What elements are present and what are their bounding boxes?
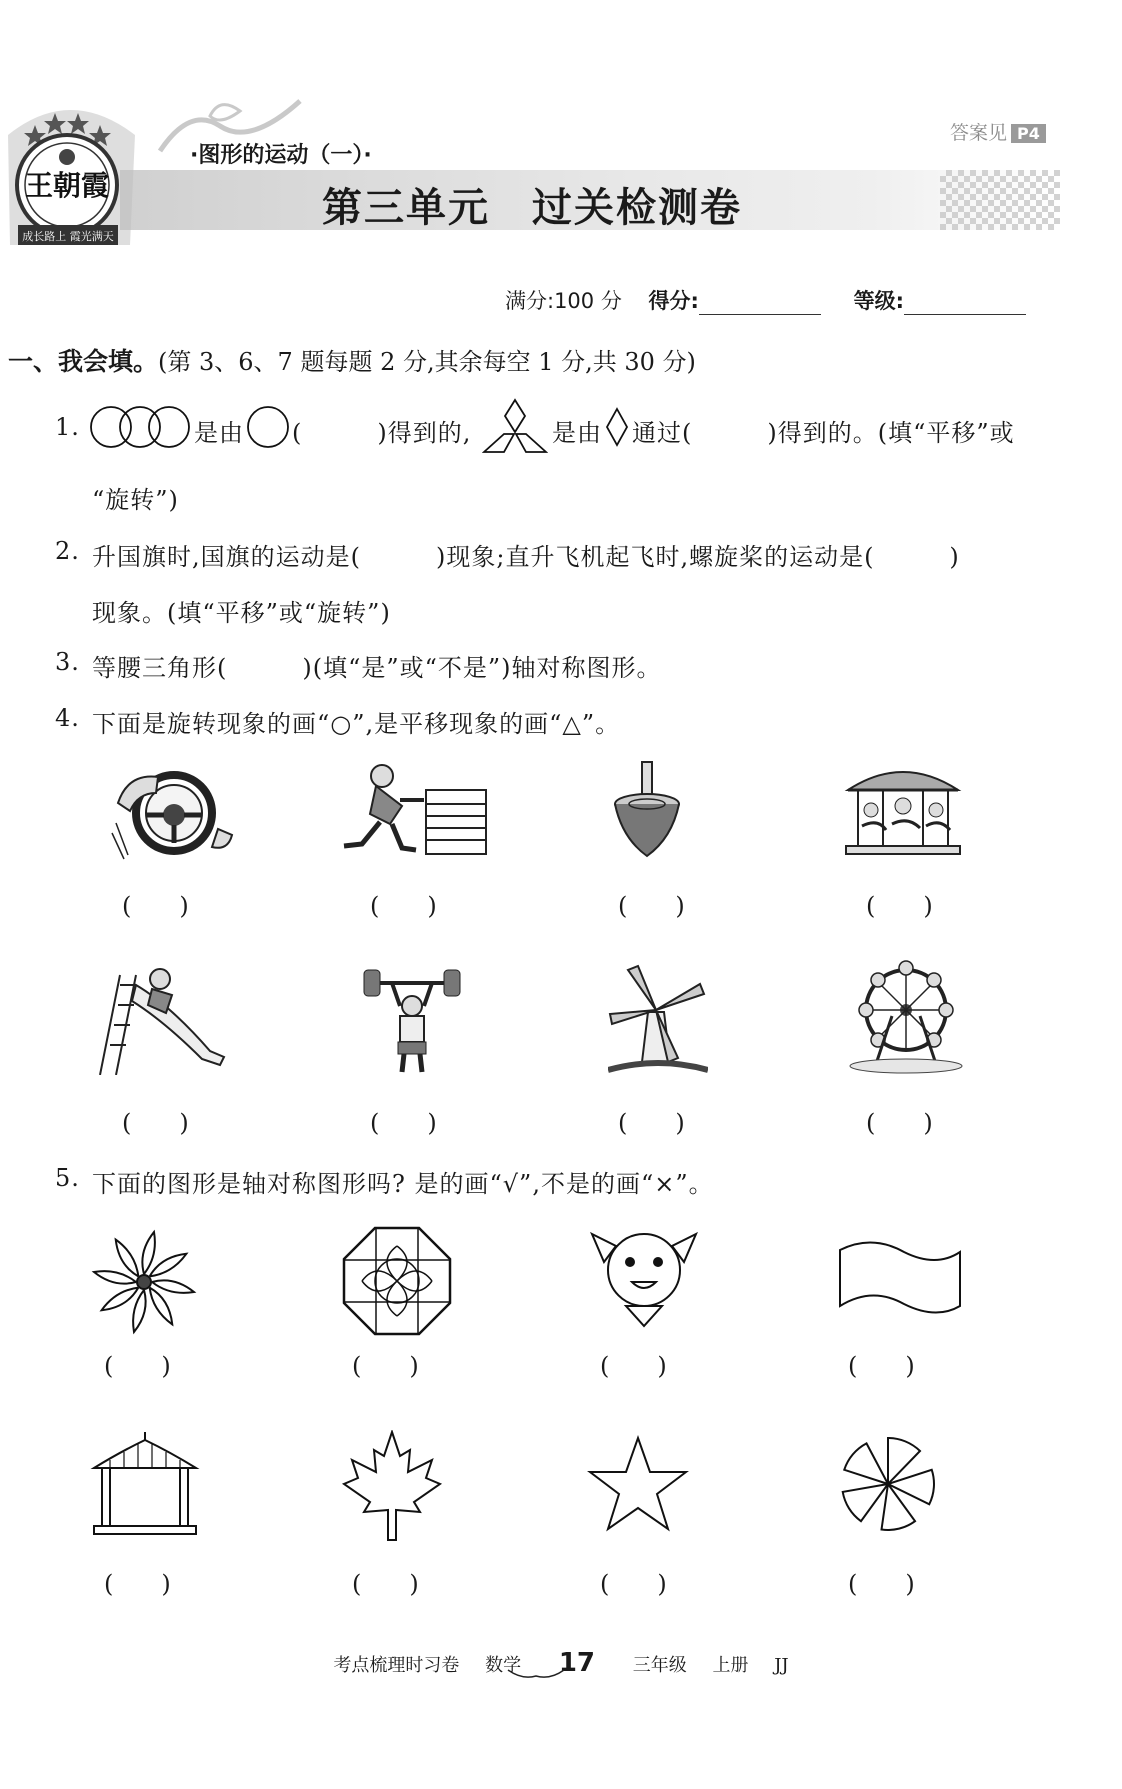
carousel-picture: [838, 760, 968, 860]
windmill-picture: [608, 962, 708, 1074]
q4-answer-blank[interactable]: ( ): [370, 1109, 437, 1137]
answer-ref-page: P4: [1011, 124, 1046, 143]
q5-answer-blank[interactable]: ( ): [352, 1352, 419, 1380]
q2-number: 2.: [55, 537, 80, 565]
answer-reference: [950, 118, 1046, 145]
q5-answer-blank[interactable]: ( ): [352, 1570, 419, 1598]
circle-figure: [245, 404, 291, 450]
section-title: [8, 342, 696, 378]
footer-edition: JJ: [774, 1655, 789, 1676]
section-heading: 一、我会填。: [8, 347, 159, 376]
open-book-icon: [506, 1668, 566, 1682]
page-title: 第三单元 过关检测卷: [322, 185, 742, 231]
maple-leaf-shape: [340, 1430, 444, 1542]
pavilion-shape: [90, 1430, 200, 1542]
q5-answer-blank[interactable]: ( ): [104, 1352, 171, 1380]
grade-blank[interactable]: [904, 294, 1026, 315]
star-shape: [586, 1434, 690, 1534]
q2-text-b: 现象。(填“平移”或“旋转”): [92, 599, 391, 627]
spinning-top-picture: [608, 760, 688, 860]
weightlifter-picture: [362, 960, 462, 1076]
pinwheel-shape: [90, 1228, 198, 1336]
q1-text-c: 是由: [552, 419, 602, 447]
q5-answer-blank[interactable]: ( ): [104, 1570, 171, 1598]
q5-answer-blank[interactable]: ( ): [848, 1570, 915, 1598]
q1-text-d: 通过( )得到的。(填“平移”或: [632, 419, 1015, 447]
footer-volume: 上册: [712, 1655, 749, 1676]
page-number: 17: [558, 1648, 595, 1678]
q4-answer-blank[interactable]: ( ): [618, 1109, 685, 1137]
steering-wheel-picture: [108, 763, 236, 863]
q5-answer-blank[interactable]: ( ): [600, 1570, 667, 1598]
q4-answer-blank[interactable]: ( ): [370, 892, 437, 920]
q1-text-b: ( )得到的,: [292, 419, 472, 447]
score-line: [505, 285, 1026, 315]
q5-number: 5.: [55, 1164, 80, 1192]
q1-text-a: 是由: [194, 419, 244, 447]
score-label: 得分:: [648, 289, 699, 313]
fan-flower-shape: [836, 1432, 940, 1536]
q4-text: 下面是旋转现象的画“○”,是平移现象的画“△”。: [92, 710, 621, 738]
grade-label: 等级:: [853, 289, 905, 313]
footer-subject: 数学: [485, 1655, 522, 1676]
q4-answer-blank[interactable]: ( ): [866, 1109, 933, 1137]
answer-ref-label: 答案见: [950, 122, 1008, 144]
footer-book: 考点梳理时习卷: [333, 1655, 460, 1676]
waving-flag-shape: [836, 1240, 966, 1320]
q4-answer-blank[interactable]: ( ): [122, 1109, 189, 1137]
ferris-wheel-picture: [846, 960, 966, 1076]
footer-grade: 三年级: [632, 1655, 687, 1676]
three-circles-figure: [88, 404, 192, 450]
q5-text: 下面的图形是轴对称图形吗? 是的画“√”,不是的画“×”。: [92, 1170, 714, 1198]
q4-answer-blank[interactable]: ( ): [866, 892, 933, 920]
score-blank[interactable]: [699, 294, 821, 315]
diamond-figure: [604, 406, 630, 448]
header-checker-decoration: [940, 170, 1060, 230]
svg-text:王朝霞: 王朝霞: [24, 169, 110, 202]
q4-number: 4.: [55, 704, 80, 732]
q4-answer-blank[interactable]: ( ): [618, 892, 685, 920]
svg-text:成长路上 霞光满天: 成长路上 霞光满天: [22, 230, 114, 243]
chapter-subtitle: ·图形的运动（一）·: [190, 143, 372, 168]
octagon-pattern-shape: [342, 1226, 452, 1336]
full-marks: 满分:100 分: [505, 289, 622, 313]
boy-pushing-box-picture: [340, 760, 490, 860]
child-on-slide-picture: [90, 965, 230, 1075]
q1-text-e: “旋转”): [92, 486, 179, 514]
q4-answer-blank[interactable]: ( ): [122, 892, 189, 920]
three-diamonds-figure: [482, 396, 548, 456]
q2-text-a: 升国旗时,国旗的运动是( )现象;直升飞机起飞时,螺旋桨的运动是( ): [92, 543, 960, 571]
q3-number: 3.: [55, 648, 80, 676]
publisher-logo: [0, 95, 140, 255]
q1-number: 1.: [55, 413, 80, 441]
q5-answer-blank[interactable]: ( ): [600, 1352, 667, 1380]
q3-text: 等腰三角形( )(填“是”或“不是”)轴对称图形。: [92, 654, 662, 682]
face-figure-shape: [588, 1222, 700, 1332]
q5-answer-blank[interactable]: ( ): [848, 1352, 915, 1380]
section-scoring-note: (第 3、6、7 题每题 2 分,其余每空 1 分,共 30 分): [158, 348, 696, 376]
